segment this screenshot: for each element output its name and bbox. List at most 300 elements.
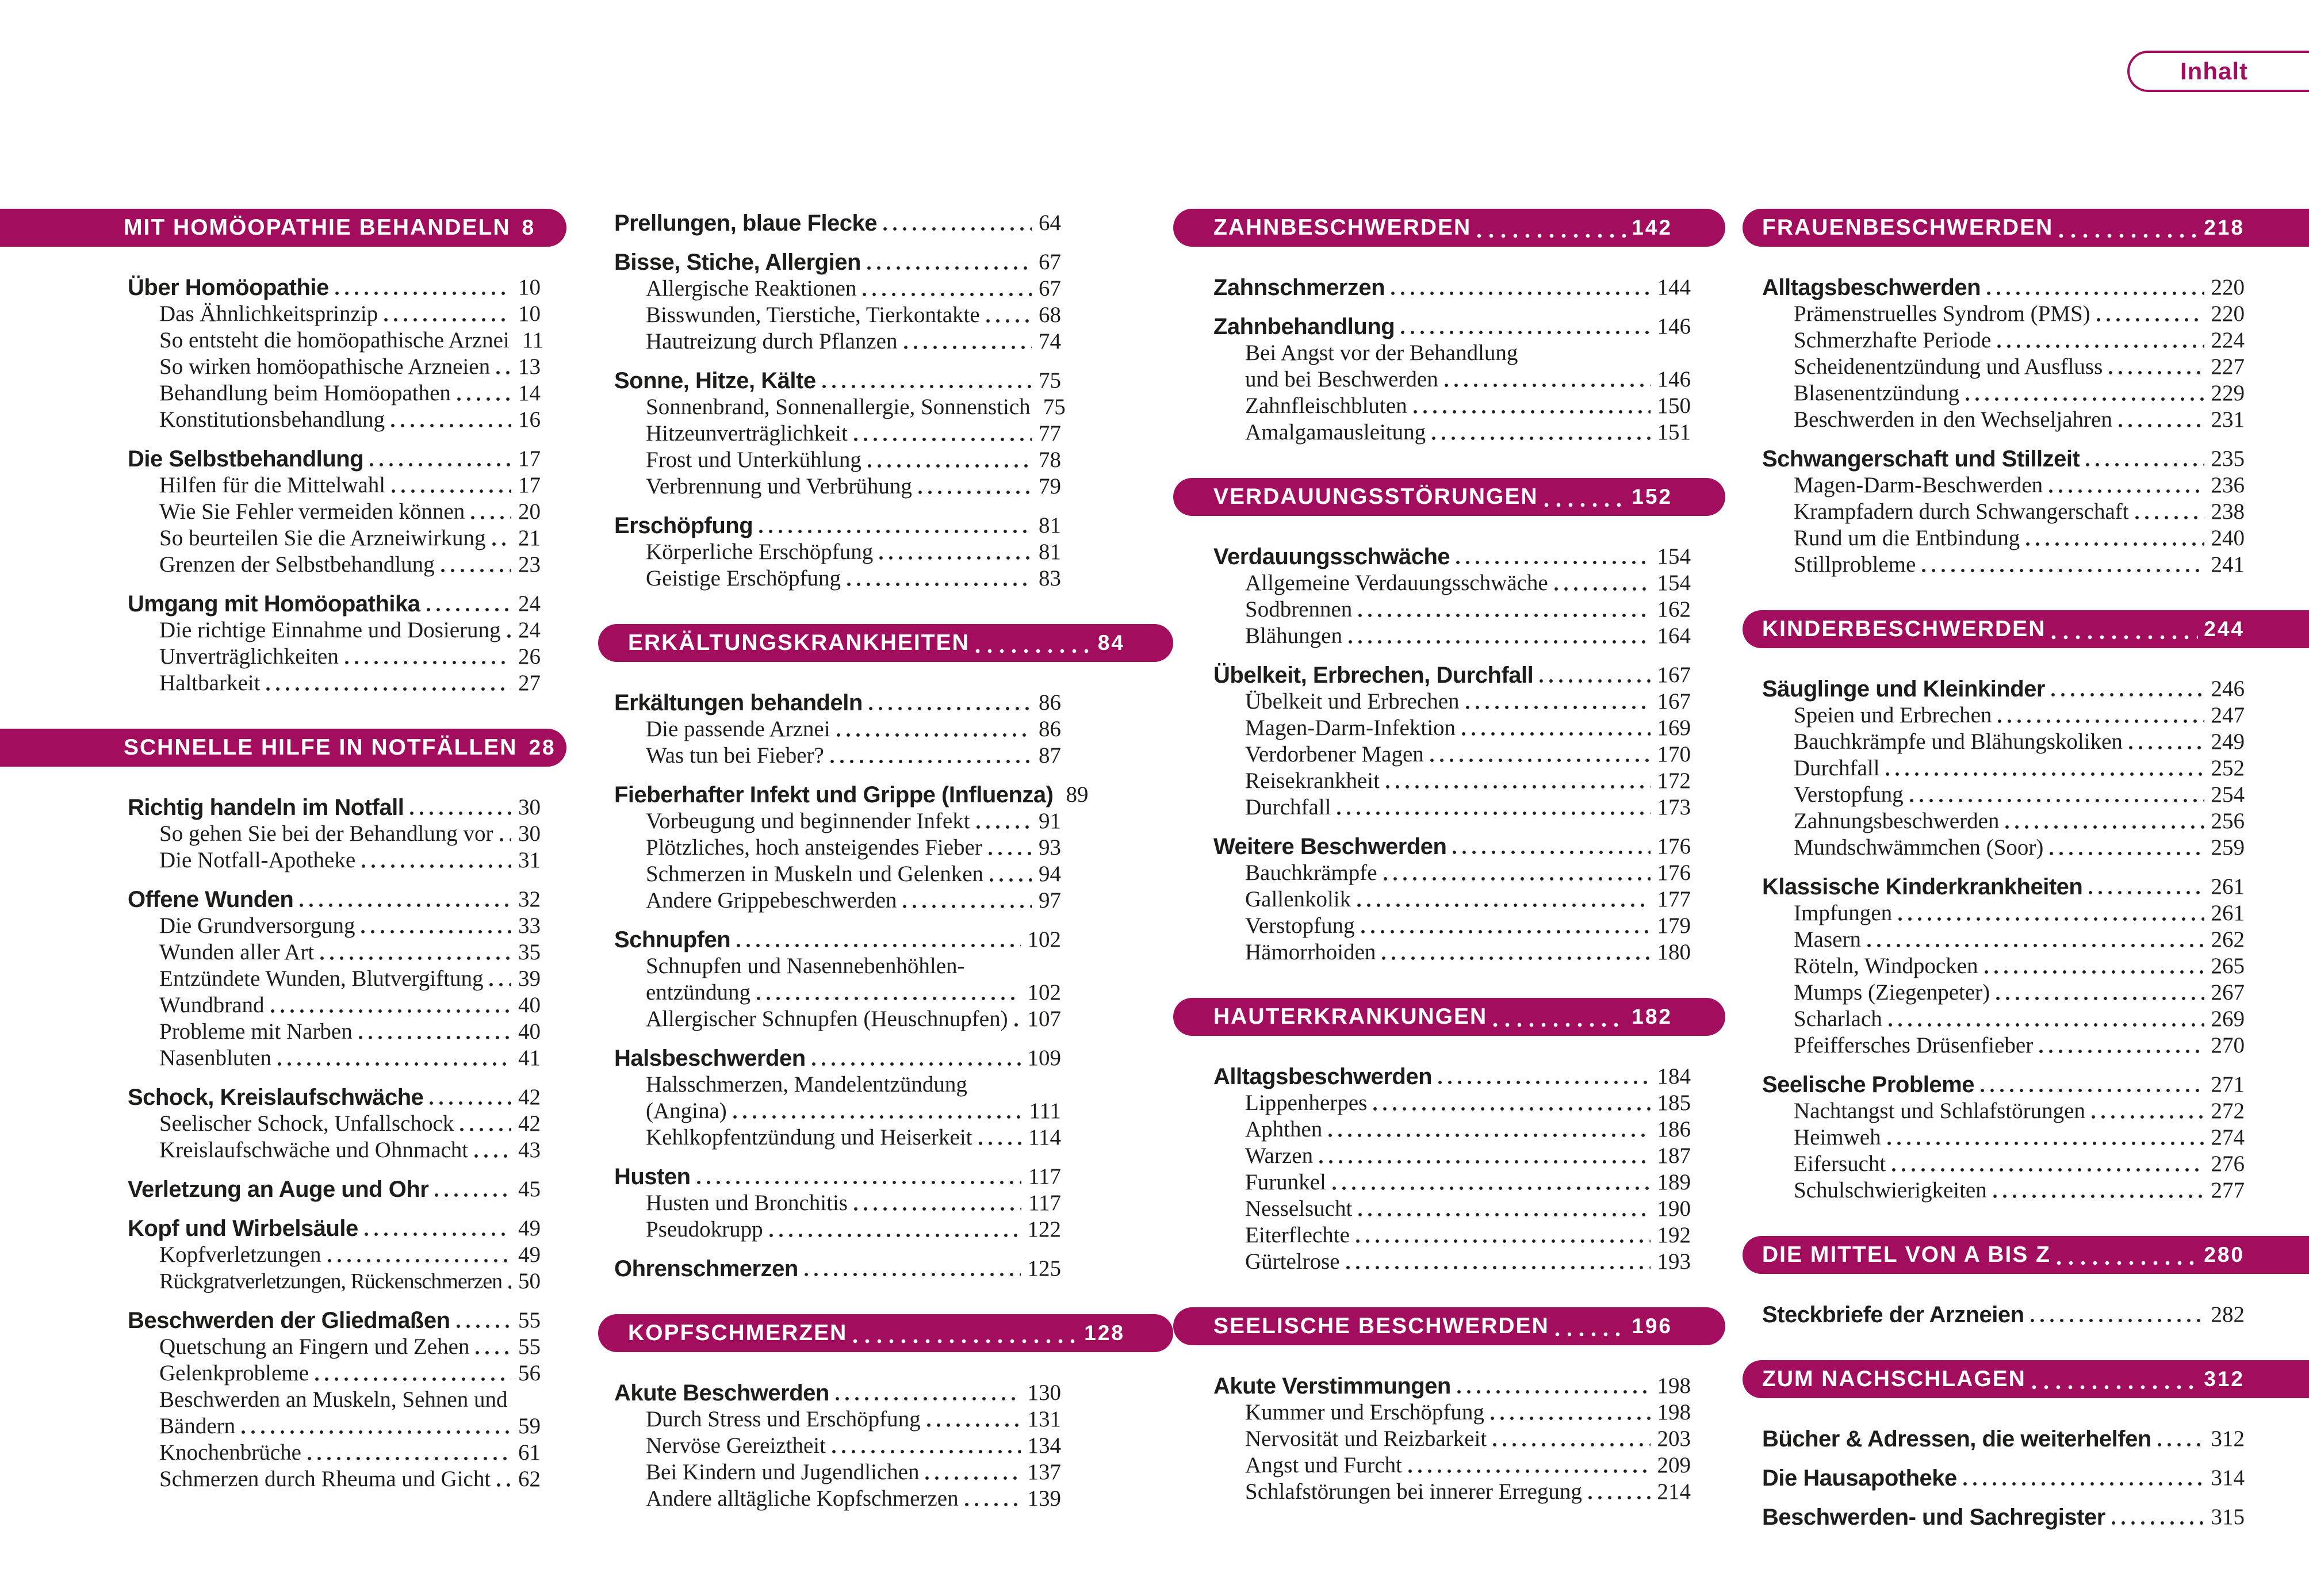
dot-leader-icon bbox=[1996, 996, 2204, 1001]
section-banner-title: ERKÄLTUNGSKRANKHEITEN bbox=[628, 630, 970, 655]
toc-entry-page-number: 240 bbox=[2211, 526, 2245, 551]
toc-entry-label: Nervosität und Reizbarkeit bbox=[1245, 1426, 1487, 1452]
dot-leader-icon bbox=[299, 902, 511, 908]
toc-entry-page-number: 62 bbox=[518, 1467, 541, 1492]
toc-entry bbox=[0, 1465, 566, 1491]
toc-entry-page-number: 61 bbox=[518, 1440, 541, 1465]
dot-leader-icon bbox=[2085, 462, 2204, 468]
toc-column bbox=[1173, 209, 1725, 1504]
toc-entry-label: Konstitutionsbehandlung bbox=[159, 407, 385, 433]
toc-entry-page-number: 203 bbox=[1657, 1426, 1691, 1452]
dot-leader-icon bbox=[918, 489, 1032, 495]
section-banner-page-number: 280 bbox=[2204, 1242, 2245, 1266]
toc-entry-label: Sonnenbrand, Sonnenallergie, Sonnenstich bbox=[646, 395, 1031, 420]
toc-entry-label: Die Hausapotheke bbox=[1762, 1465, 1957, 1491]
toc-entry-page-number: 192 bbox=[1657, 1223, 1691, 1248]
section-banner bbox=[598, 1314, 1173, 1352]
toc-entry-page-number: 79 bbox=[1039, 474, 1061, 499]
toc-entry bbox=[0, 912, 566, 938]
dot-leader-icon bbox=[266, 686, 511, 692]
toc-entry-page-number: 249 bbox=[2211, 729, 2245, 755]
toc-entry-page-number: 83 bbox=[1039, 566, 1061, 591]
toc-entry-label: Eifersucht bbox=[1794, 1151, 1886, 1177]
dot-leader-icon bbox=[835, 1396, 1021, 1402]
toc-entry-label: Haltbarkeit bbox=[159, 671, 261, 696]
dot-leader-icon bbox=[434, 1192, 511, 1198]
dot-leader-icon bbox=[2135, 515, 2204, 520]
toc-entry-label: Kopf und Wirbelsäule bbox=[128, 1216, 358, 1241]
dot-leader-icon bbox=[964, 1502, 1021, 1507]
dot-leader-icon bbox=[496, 1482, 511, 1488]
toc-entry bbox=[1743, 780, 2309, 807]
toc-entry bbox=[598, 1215, 1173, 1242]
dot-leader-icon bbox=[1452, 849, 1650, 855]
dot-leader-icon bbox=[769, 1233, 1021, 1238]
toc-entry bbox=[0, 590, 566, 616]
dot-leader-icon bbox=[1555, 1331, 1626, 1337]
dot-leader-icon bbox=[2032, 1384, 2198, 1390]
dot-leader-icon bbox=[1993, 1193, 2204, 1199]
toc-entry bbox=[0, 445, 566, 471]
toc-entry-page-number: 154 bbox=[1657, 544, 1691, 569]
toc-entry-page-number: 35 bbox=[518, 940, 541, 965]
toc-entry-label: Sonne, Hitze, Kälte bbox=[614, 368, 816, 393]
section-banner-page-number: 152 bbox=[1632, 484, 1672, 508]
toc-entry-label: Furunkel bbox=[1245, 1170, 1326, 1195]
toc-entry bbox=[598, 833, 1173, 860]
toc-entry-label: Seelischer Schock, Unfallschock bbox=[159, 1111, 454, 1136]
toc-entry-label: Verbrennung und Verbrühung bbox=[646, 474, 912, 499]
toc-entry bbox=[1173, 392, 1725, 418]
toc-entry bbox=[598, 419, 1173, 446]
toc-entry bbox=[0, 820, 566, 846]
toc-entry-label: Prellungen, blaue Flecke bbox=[614, 210, 878, 236]
toc-entry bbox=[598, 446, 1173, 472]
toc-entry-label: Zahnungsbeschwerden bbox=[1794, 809, 2000, 834]
toc-entry bbox=[1173, 714, 1725, 740]
toc-entry bbox=[1743, 1070, 2309, 1097]
toc-entry bbox=[598, 1484, 1173, 1511]
toc-entry-page-number: 179 bbox=[1657, 913, 1691, 939]
section-banner-title: HAUTERKRANKUNGEN bbox=[1213, 1004, 1488, 1029]
toc-entry-page-number: 102 bbox=[1027, 980, 1061, 1005]
toc-entry-label: und bei Beschwerden bbox=[1245, 367, 1438, 392]
toc-entry bbox=[598, 688, 1173, 715]
toc-entry-page-number: 17 bbox=[518, 473, 541, 498]
toc-entry-label: Kreislaufschwäche und Ohnmacht bbox=[159, 1138, 469, 1163]
toc-entry-label: So wirken homöopathische Arzneien bbox=[159, 354, 491, 380]
toc-entry-page-number: 32 bbox=[518, 887, 541, 912]
dot-leader-icon bbox=[1408, 1468, 1651, 1474]
toc-entry bbox=[0, 471, 566, 497]
toc-entry-label: Säuglinge und Kleinkinder bbox=[1762, 676, 2045, 702]
toc-entry-page-number: 131 bbox=[1027, 1407, 1061, 1432]
toc-entry bbox=[1173, 595, 1725, 622]
dot-leader-icon bbox=[2091, 1114, 2204, 1120]
toc-entry bbox=[1173, 312, 1725, 339]
toc-entry bbox=[598, 925, 1173, 952]
toc-entry bbox=[1173, 832, 1725, 859]
toc-entry bbox=[1173, 740, 1725, 767]
dot-leader-icon bbox=[853, 1338, 1078, 1344]
dot-leader-icon bbox=[1361, 929, 1651, 935]
dot-leader-icon bbox=[429, 1100, 511, 1106]
toc-entry bbox=[598, 1005, 1173, 1031]
toc-entry-label: Bauchkrämpfe und Blähungskoliken bbox=[1794, 729, 2123, 755]
dot-leader-icon bbox=[988, 851, 1032, 856]
toc-entry bbox=[1743, 1176, 2309, 1203]
toc-entry-label: Bisse, Stiche, Allergien bbox=[614, 250, 861, 275]
toc-entry-page-number: 190 bbox=[1657, 1196, 1691, 1222]
toc-entry-label: Verstopfung bbox=[1794, 782, 1904, 807]
toc-entry-label: Was tun bei Fieber? bbox=[646, 743, 824, 768]
toc-entry-label: Bändern bbox=[159, 1414, 236, 1439]
toc-entry-label: Scheidenentzündung und Ausfluss bbox=[1794, 354, 2103, 380]
toc-entry bbox=[1743, 754, 2309, 780]
toc-entry-page-number: 67 bbox=[1039, 276, 1061, 301]
dot-leader-icon bbox=[976, 824, 1032, 830]
dot-leader-icon bbox=[1588, 1495, 1651, 1501]
dot-leader-icon bbox=[978, 1140, 1021, 1146]
toc-entry-page-number: 94 bbox=[1039, 862, 1061, 887]
dot-leader-icon bbox=[2118, 423, 2204, 428]
toc-entry-label: Gelenkprobleme bbox=[159, 1361, 309, 1386]
dot-leader-icon bbox=[315, 1376, 511, 1382]
dot-leader-icon bbox=[975, 648, 1092, 654]
toc-entry-label: Zahnschmerzen bbox=[1213, 275, 1385, 300]
dot-leader-icon bbox=[474, 1153, 511, 1159]
toc-entry-label: Übelkeit und Erbrechen bbox=[1245, 689, 1460, 714]
toc-entry-page-number: 74 bbox=[1039, 329, 1061, 354]
dot-leader-icon bbox=[1332, 1185, 1651, 1191]
toc-entry-page-number: 21 bbox=[518, 526, 541, 551]
toc-entry-page-number: 144 bbox=[1657, 275, 1691, 300]
toc-entry-page-number: 220 bbox=[2211, 275, 2245, 300]
toc-entry-label: Geistige Erschöpfung bbox=[646, 566, 841, 591]
toc-entry-label: Das Ähnlichkeitsprinzip bbox=[159, 301, 378, 327]
toc-entry bbox=[0, 1083, 566, 1109]
toc-entry bbox=[0, 938, 566, 965]
toc-entry bbox=[1743, 497, 2309, 524]
toc-entry-label: Beschwerden der Gliedmaßen bbox=[128, 1308, 450, 1333]
toc-entry-label: Die richtige Einnahme und Dosierung bbox=[159, 618, 501, 643]
toc-entry-label: Erkältungen behandeln bbox=[614, 690, 863, 715]
toc-entry bbox=[598, 1189, 1173, 1215]
dot-leader-icon bbox=[489, 982, 511, 988]
toc-entry-page-number: 265 bbox=[2211, 954, 2245, 979]
toc-entry-page-number: 87 bbox=[1039, 743, 1061, 768]
toc-entry-label: Amalgamausleitung bbox=[1245, 420, 1426, 445]
toc-entry-label: Verletzung an Auge und Ohr bbox=[128, 1177, 429, 1202]
toc-entry-page-number: 102 bbox=[1027, 927, 1061, 952]
toc-entry-label: Schlafstörungen bei innerer Erregung bbox=[1245, 1479, 1582, 1505]
toc-entry bbox=[0, 1386, 566, 1412]
toc-entry-label: Andere Grippebeschwerden bbox=[646, 888, 897, 913]
dot-leader-icon bbox=[1477, 233, 1626, 239]
dot-leader-icon bbox=[2059, 233, 2198, 239]
toc-entry-label: Sodbrennen bbox=[1245, 597, 1353, 622]
toc-entry bbox=[0, 793, 566, 820]
toc-entry-label: So gehen Sie bei der Behandlung vor bbox=[159, 821, 493, 847]
toc-entry-label: Schmerzhafte Periode bbox=[1794, 328, 1992, 353]
toc-entry bbox=[1173, 885, 1725, 912]
toc-entry-label: Kopfverletzungen bbox=[159, 1242, 321, 1268]
dot-leader-icon bbox=[822, 384, 1032, 389]
toc-entry-page-number: 259 bbox=[2211, 835, 2245, 860]
toc-entry-label: Nervöse Gereiztheit bbox=[646, 1433, 826, 1459]
toc-entry-label: Akute Verstimmungen bbox=[1213, 1373, 1451, 1399]
toc-entry bbox=[598, 978, 1173, 1005]
toc-entry-label: Umgang mit Homöopathika bbox=[128, 591, 420, 617]
toc-entry bbox=[1743, 1097, 2309, 1123]
dot-leader-icon bbox=[409, 810, 511, 816]
toc-entry-label: Bücher & Adressen, die weiterhelfen bbox=[1762, 1426, 2151, 1452]
toc-entry bbox=[598, 564, 1173, 591]
toc-entry-page-number: 252 bbox=[2211, 756, 2245, 781]
dot-leader-icon bbox=[441, 568, 511, 573]
section-banner-title: KINDERBESCHWERDEN bbox=[1762, 616, 2046, 641]
toc-entry-label: Nachtangst und Schlafstörungen bbox=[1794, 1099, 2085, 1124]
dot-leader-icon bbox=[270, 1008, 511, 1014]
toc-entry-page-number: 229 bbox=[2211, 381, 2245, 406]
toc-entry-page-number: 81 bbox=[1039, 539, 1061, 565]
toc-entry bbox=[1173, 1089, 1725, 1115]
dot-leader-icon bbox=[2048, 488, 2204, 494]
toc-entry-page-number: 276 bbox=[2211, 1151, 2245, 1177]
toc-entry-label: Die Grundversorgung bbox=[159, 913, 355, 939]
toc-entry-page-number: 27 bbox=[518, 671, 541, 696]
dot-leader-icon bbox=[358, 1035, 511, 1040]
toc-entry bbox=[0, 991, 566, 1017]
section-banner-page-number: 28 bbox=[529, 735, 556, 759]
toc-entry bbox=[598, 1254, 1173, 1281]
toc-entry-label: Bei Angst vor der Behandlung bbox=[1245, 340, 1518, 366]
dot-leader-icon bbox=[475, 1350, 511, 1356]
dot-leader-icon bbox=[1391, 290, 1650, 296]
section-banner bbox=[1173, 998, 1725, 1036]
dot-leader-icon bbox=[335, 290, 511, 296]
dot-leader-icon bbox=[696, 1180, 1021, 1185]
dot-leader-icon bbox=[508, 1284, 511, 1290]
toc-entry-page-number: 77 bbox=[1039, 421, 1061, 446]
toc-entry-page-number: 93 bbox=[1039, 835, 1061, 860]
toc-entry bbox=[1743, 952, 2309, 978]
toc-entry-page-number: 154 bbox=[1657, 571, 1691, 596]
toc-entry bbox=[598, 1044, 1173, 1070]
toc-entry bbox=[1173, 687, 1725, 714]
dot-leader-icon bbox=[361, 863, 511, 869]
dot-leader-icon bbox=[1539, 678, 1650, 684]
toc-entry bbox=[1743, 675, 2309, 701]
toc-entry bbox=[1743, 701, 2309, 728]
dot-leader-icon bbox=[902, 904, 1032, 909]
toc-entry bbox=[1173, 912, 1725, 938]
toc-entry bbox=[0, 300, 566, 326]
dot-leader-icon bbox=[496, 370, 511, 376]
toc-entry-page-number: 187 bbox=[1657, 1143, 1691, 1169]
dot-leader-icon bbox=[811, 1061, 1021, 1067]
toc-entry bbox=[0, 846, 566, 872]
toc-entry-page-number: 261 bbox=[2211, 901, 2245, 926]
section-banner bbox=[1173, 1307, 1725, 1345]
toc-entry bbox=[1743, 1150, 2309, 1176]
toc-entry-page-number: 164 bbox=[1657, 623, 1691, 649]
toc-entry-page-number: 91 bbox=[1039, 809, 1061, 834]
toc-entry-page-number: 10 bbox=[518, 301, 541, 327]
toc-entry-label: Vorbeugung und beginnender Infekt bbox=[646, 809, 970, 834]
dot-leader-icon bbox=[879, 555, 1032, 561]
toc-entry-label: Knochenbrüche bbox=[159, 1440, 301, 1465]
dot-leader-icon bbox=[1997, 343, 2204, 349]
toc-entry-label: Zahnfleischbluten bbox=[1245, 393, 1407, 419]
toc-entry-page-number: 30 bbox=[518, 821, 541, 847]
toc-column bbox=[0, 209, 566, 1491]
toc-entry-page-number: 247 bbox=[2211, 703, 2245, 728]
toc-entry bbox=[0, 669, 566, 695]
dot-leader-icon bbox=[369, 462, 511, 468]
dot-leader-icon bbox=[364, 1231, 511, 1237]
toc-entry bbox=[1173, 1062, 1725, 1089]
toc-entry-label: Hitzeunverträglichkeit bbox=[646, 421, 848, 446]
toc-entry-page-number: 270 bbox=[2211, 1033, 2245, 1058]
dot-leader-icon bbox=[853, 1206, 1021, 1212]
dot-leader-icon bbox=[426, 607, 511, 613]
dot-leader-icon bbox=[390, 423, 511, 428]
dot-leader-icon bbox=[883, 226, 1032, 232]
dot-leader-icon bbox=[2111, 1520, 2204, 1526]
toc-entry bbox=[598, 209, 1173, 235]
dot-leader-icon bbox=[1413, 409, 1651, 415]
toc-entry-label: Hilfen für die Mittelwahl bbox=[159, 473, 386, 498]
dot-leader-icon bbox=[241, 1429, 511, 1435]
dot-leader-icon bbox=[470, 515, 511, 520]
toc-entry-label: Durchfall bbox=[1794, 756, 1880, 781]
toc-entry bbox=[0, 379, 566, 405]
toc-entry-page-number: 170 bbox=[1657, 742, 1691, 767]
toc-entry bbox=[1743, 978, 2309, 1005]
dot-leader-icon bbox=[1358, 613, 1650, 618]
toc-entry-page-number: 24 bbox=[518, 591, 541, 617]
toc-entry-label: So beurteilen Sie die Arzneiwirkung bbox=[159, 526, 486, 551]
dot-leader-icon bbox=[1544, 502, 1626, 508]
toc-entry bbox=[0, 1267, 566, 1293]
toc-entry-label: Blasenentzündung bbox=[1794, 381, 1960, 406]
toc-entry bbox=[0, 1017, 566, 1044]
toc-entry-page-number: 16 bbox=[518, 407, 541, 433]
toc-entry-label: Verdauungsschwäche bbox=[1213, 544, 1450, 569]
toc-entry-label: Weitere Beschwerden bbox=[1213, 834, 1447, 859]
toc-entry-label: Speien und Erbrechen bbox=[1794, 703, 1992, 728]
section-banner bbox=[1743, 1360, 2309, 1398]
toc-entry bbox=[1173, 1221, 1725, 1247]
toc-entry-page-number: 236 bbox=[2211, 473, 2245, 498]
toc-entry bbox=[1743, 833, 2309, 860]
toc-entry-page-number: 39 bbox=[518, 966, 541, 992]
toc-entry-page-number: 45 bbox=[518, 1177, 541, 1202]
dot-leader-icon bbox=[1383, 876, 1651, 882]
section-banner-page-number: 142 bbox=[1632, 215, 1672, 239]
toc-entry bbox=[1173, 1168, 1725, 1195]
toc-entry bbox=[1173, 1195, 1725, 1221]
dot-leader-icon bbox=[1348, 639, 1651, 645]
toc-entry bbox=[0, 1044, 566, 1070]
toc-entry-page-number: 117 bbox=[1028, 1164, 1061, 1189]
toc-entry-page-number: 146 bbox=[1657, 314, 1691, 339]
dot-leader-icon bbox=[1456, 560, 1650, 565]
toc-entry bbox=[1743, 353, 2309, 379]
dot-leader-icon bbox=[1465, 705, 1651, 710]
dot-leader-icon bbox=[384, 317, 511, 323]
toc-entry bbox=[1173, 1398, 1725, 1425]
toc-entry-label: Aphthen bbox=[1245, 1117, 1323, 1142]
toc-entry-label: Schnupfen bbox=[614, 927, 731, 952]
toc-entry bbox=[0, 1109, 566, 1136]
toc-entry bbox=[598, 1097, 1173, 1123]
toc-entry-label: Bei Kindern und Jugendlichen bbox=[646, 1460, 920, 1485]
toc-entry-page-number: 151 bbox=[1657, 420, 1691, 445]
toc-entry bbox=[1173, 793, 1725, 820]
toc-entry-page-number: 30 bbox=[518, 795, 541, 820]
dot-leader-icon bbox=[1887, 1140, 2204, 1146]
dot-leader-icon bbox=[1867, 943, 2204, 948]
toc-entry-label: Unverträglichkeiten bbox=[159, 644, 339, 669]
dot-leader-icon bbox=[1457, 1389, 1651, 1395]
toc-entry-page-number: 56 bbox=[518, 1361, 541, 1386]
section-banner-title: DIE MITTEL VON A BIS Z bbox=[1762, 1242, 2051, 1267]
dot-leader-icon bbox=[1909, 798, 2204, 803]
toc-entry bbox=[1743, 273, 2309, 300]
toc-entry-page-number: 274 bbox=[2211, 1125, 2245, 1150]
toc-entry bbox=[0, 524, 566, 550]
dot-leader-icon bbox=[499, 837, 511, 843]
dot-leader-icon bbox=[926, 1422, 1021, 1428]
dot-leader-icon bbox=[804, 1272, 1021, 1277]
toc-entry-label: Wunden aller Art bbox=[159, 940, 315, 965]
toc-entry-label: Husten und Bronchitis bbox=[646, 1191, 848, 1216]
toc-entry-label: Körperliche Erschöpfung bbox=[646, 539, 874, 565]
toc-entry-page-number: 41 bbox=[518, 1046, 541, 1071]
toc-entry-page-number: 150 bbox=[1657, 393, 1691, 419]
toc-entry bbox=[1743, 899, 2309, 925]
toc-entry-page-number: 312 bbox=[2211, 1426, 2245, 1452]
toc-entry-page-number: 220 bbox=[2211, 301, 2245, 327]
toc-entry-page-number: 89 bbox=[1066, 782, 1089, 807]
toc-entry-label: Die Notfall-Apotheke bbox=[159, 848, 356, 873]
section-banner-page-number: 8 bbox=[522, 215, 536, 239]
toc-entry-label: Husten bbox=[614, 1164, 691, 1189]
toc-entry-page-number: 114 bbox=[1028, 1125, 1061, 1150]
toc-entry-label: Allgemeine Verdauungsschwäche bbox=[1245, 571, 1548, 596]
toc-entry-label: Schmerzen durch Rheuma und Gicht bbox=[159, 1467, 491, 1492]
toc-entry-page-number: 130 bbox=[1027, 1380, 1061, 1406]
toc-entry bbox=[1173, 938, 1725, 965]
dot-leader-icon bbox=[1358, 1212, 1650, 1218]
dot-leader-icon bbox=[847, 581, 1032, 587]
toc-entry-page-number: 176 bbox=[1657, 860, 1691, 886]
toc-entry-label: Steckbriefe der Arzneien bbox=[1762, 1302, 2024, 1327]
dot-leader-icon bbox=[1400, 330, 1650, 335]
toc-entry-page-number: 269 bbox=[2211, 1006, 2245, 1032]
toc-entry-page-number: 68 bbox=[1039, 303, 1061, 328]
toc-entry-label: Lippenherpes bbox=[1245, 1090, 1368, 1116]
section-banner-title: ZAHNBESCHWERDEN bbox=[1213, 215, 1472, 240]
dot-leader-icon bbox=[1430, 757, 1651, 763]
toc-entry-page-number: 55 bbox=[518, 1308, 541, 1333]
toc-entry-label: Behandlung beim Homöopathen bbox=[159, 381, 451, 406]
toc-entry-label: Hautreizung durch Pflanzen bbox=[646, 329, 898, 354]
toc-entry-label: Wundbrand bbox=[159, 993, 265, 1018]
toc-entry-label: Offene Wunden bbox=[128, 887, 294, 912]
